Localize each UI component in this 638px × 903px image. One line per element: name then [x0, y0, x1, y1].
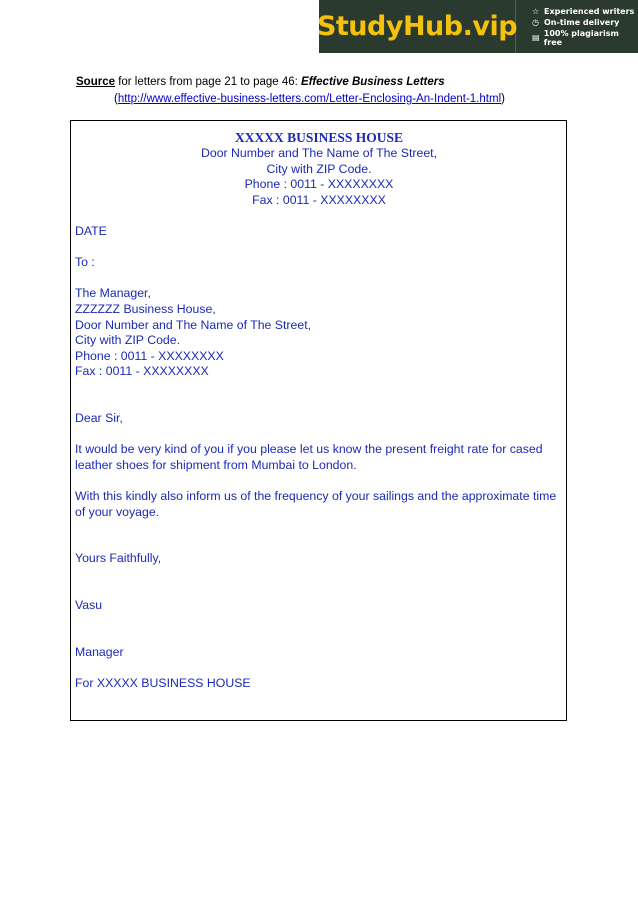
feature-text: Experienced writers	[544, 6, 635, 16]
feature-text: 100% plagiarism free	[543, 28, 619, 47]
feature-list	[516, 7, 638, 47]
sender-street: Door Number and The Name of The Street,	[200, 146, 438, 160]
url-suffix: )	[501, 93, 505, 105]
sender-company: XXXXX BUSINESS HOUSE	[234, 130, 404, 145]
source-url-line	[114, 93, 505, 105]
signer-title: Manager	[75, 645, 124, 659]
recipient-city: City with ZIP Code.	[75, 333, 181, 348]
feature-item	[532, 7, 638, 16]
recipient-phone: Phone : 0011 - XXXXXXXX	[75, 348, 224, 363]
recipient-fax: Fax : 0011 - XXXXXXXX	[75, 364, 209, 379]
signer-company: For XXXXX BUSINESS HOUSE	[75, 676, 251, 691]
url-prefix: (	[114, 93, 118, 105]
letter-header	[75, 130, 563, 208]
source-line	[76, 76, 445, 88]
letter-content	[75, 130, 565, 692]
sender-phone: Phone : 0011 - XXXXXXXX	[244, 177, 394, 192]
source-text: for letters from page 21 to page 46:	[115, 76, 302, 88]
studyhub-banner[interactable]	[316, 0, 638, 53]
body-paragraph-2: With this kindly also inform us of the frequency of your sailings and the approximate time of your voyage.	[75, 489, 557, 519]
clock-icon: ◷	[532, 17, 539, 27]
salutation: Dear Sir,	[75, 411, 123, 426]
feature-item	[532, 18, 638, 27]
star-icon: ☆	[532, 6, 540, 16]
source-label: Source	[76, 76, 115, 88]
recipient-title: The Manager,	[75, 286, 151, 301]
body-paragraph-1: It would be very kind of you if you please let us know the present freight rate for cased leather shoes for shipment from Mumbai to London.	[75, 442, 543, 472]
sender-fax: Fax : 0011 - XXXXXXXX	[252, 192, 386, 207]
to-label: To :	[75, 255, 95, 270]
brand-logo: StudyHub.vip	[319, 0, 516, 53]
source-title: Effective Business Letters	[301, 76, 445, 88]
feature-text: On-time delivery	[544, 17, 620, 27]
source-url-link[interactable]: http://www.effective-business-letters.com/Letter-Enclosing-An-Indent-1.html	[117, 93, 502, 105]
recipient-company: ZZZZZZ Business House,	[75, 301, 216, 316]
feature-item	[532, 29, 638, 47]
letter-date: DATE	[75, 223, 107, 238]
document-icon: ▤	[532, 33, 540, 42]
recipient-street: Door Number and The Name of The Street,	[75, 317, 312, 332]
closing: Yours Faithfully,	[75, 551, 162, 566]
signer-name: Vasu	[75, 598, 103, 613]
sender-city: City with ZIP Code.	[266, 161, 372, 176]
